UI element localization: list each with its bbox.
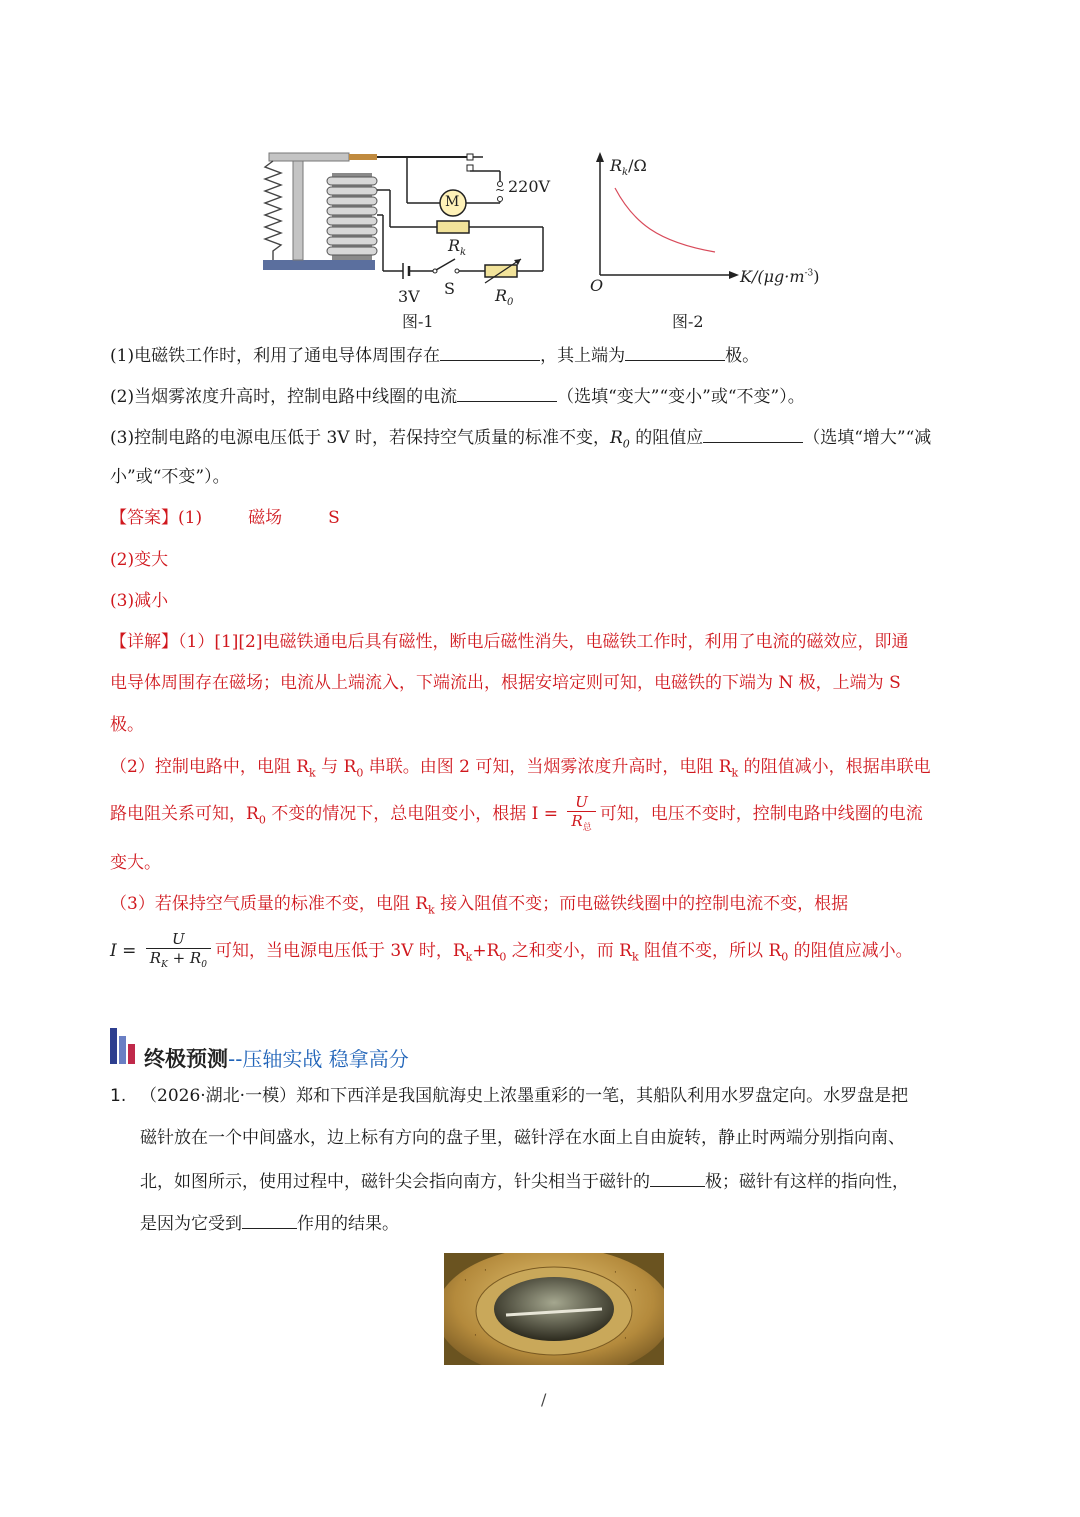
label-rk: $R_k$ bbox=[448, 236, 467, 259]
svg-text:~: ~ bbox=[495, 183, 506, 197]
detail-p3-l2: I = $\frac{U}{R_K + R_0}$ 可知，当电源电压低于 3V 时，$R_k+R_0$ 之和变小，而 $R_k$ 阻值不变，所以 $R_0$ 的阻值应减小。 bbox=[110, 928, 913, 980]
resistor-rk bbox=[437, 221, 469, 233]
detail-p2-l2: 路电阻关系可知，$R_0$ 不变的情况下，总电阻变小，根据 I = $\frac{U}{R_总}$ 可知，电压不变时，控制电路中线圈的电流 bbox=[110, 792, 923, 842]
label-220v: 220V bbox=[508, 177, 551, 196]
question-3-cont: 小”或“不变”）。 bbox=[110, 467, 230, 487]
rk-concentration-graph bbox=[585, 150, 745, 290]
svg-text:·: · bbox=[614, 1268, 617, 1278]
detail-p1-l3: 极。 bbox=[110, 715, 144, 735]
question-1: (1)电磁铁工作时，利用了通电导体周围存在 ，其上端为 极。 bbox=[110, 342, 759, 368]
svg-text:·: · bbox=[624, 1334, 627, 1344]
question-2: (2)当烟雾浓度升高时，控制电路中线圈的电流 （选填“变大”“变小”或“不变”）。 bbox=[110, 383, 805, 409]
answer-blank[interactable] bbox=[457, 383, 557, 402]
problem-1-l3: 北，如图所示，使用过程中，磁针尖会指向南方，针尖相当于磁针的 极；磁针有这样的指向性， bbox=[140, 1168, 909, 1194]
label-3v: 3V bbox=[398, 287, 420, 306]
answer-3: (3)减小 bbox=[110, 591, 169, 611]
problem-1-l4: 是因为它受到 作用的结果。 bbox=[140, 1210, 399, 1236]
svg-text:·: · bbox=[464, 1276, 467, 1286]
detail-p1-l2: 电导体周围存在磁场；电流从上端流入，下端流出，根据安培定则可知，电磁铁的下端为 N 极，上端为 S bbox=[110, 673, 901, 693]
svg-text:·: · bbox=[474, 1331, 477, 1341]
section-bars-icon bbox=[110, 1026, 144, 1066]
page-footer-mark: / bbox=[541, 1390, 547, 1409]
pillar bbox=[293, 157, 303, 260]
label-switch: S bbox=[444, 279, 455, 298]
ohms-law-fraction: $\frac{U}{R_总}$ bbox=[567, 793, 595, 837]
axis-x-label: $K/(\mu g\cdot m^{-3})$ bbox=[740, 267, 820, 286]
svg-text:·: · bbox=[634, 1286, 637, 1296]
axis-y-label: $R_k/\Omega$ bbox=[610, 156, 647, 179]
answer-blank[interactable] bbox=[703, 424, 803, 443]
axis-origin: O bbox=[590, 276, 604, 295]
spring bbox=[265, 161, 281, 260]
problem-1-l1: 1. （2026·湖北·一模）郑和下西洋是我国航海史上浓墨重彩的一笔，其船队利用水罗盘定向。水罗盘是把 bbox=[110, 1086, 909, 1106]
water-compass-photo bbox=[444, 1253, 664, 1365]
rk-curve bbox=[615, 188, 715, 252]
fig2-caption: 图-2 bbox=[672, 312, 704, 331]
answer-blank[interactable] bbox=[650, 1168, 705, 1187]
contact-bar bbox=[349, 154, 377, 160]
answer-2: (2)变大 bbox=[110, 550, 169, 570]
answer-1: 【答案】(1) 磁场 S bbox=[110, 508, 340, 528]
label-r0: $R_0$ bbox=[495, 286, 514, 309]
problem-1-l2: 磁针放在一个中间盛水，边上标有方向的盘子里，磁针浮在水面上自由旋转，静止时两端分别指向南、 bbox=[140, 1128, 905, 1148]
rheostat-r0 bbox=[485, 265, 517, 277]
question-3: (3)控制电路的电源电压低于 3V 时，若保持空气质量的标准不变，$R_0$ 的阻值应 （选填“增大”“减 bbox=[110, 424, 931, 456]
detail-p3-l1: （3）若保持空气质量的标准不变，电阻 $R_k$ 接入阻值不变；而电磁铁线圈中的控制电流不变，根据 bbox=[110, 894, 849, 917]
series-fraction: $\frac{U}{R_K + R_0}$ bbox=[146, 930, 211, 974]
base-plate bbox=[263, 260, 375, 270]
answer-blank[interactable] bbox=[440, 342, 540, 361]
answer-blank[interactable] bbox=[242, 1210, 297, 1229]
label-motor: M bbox=[445, 194, 460, 210]
circuit-diagram bbox=[255, 145, 575, 335]
svg-text:·: · bbox=[484, 1266, 487, 1276]
detail-p2-l1: （2）控制电路中，电阻 $R_k$ 与 $R_0$ 串联。由图 2 可知，当烟雾浓度升高时，电阻 $R_k$ 的阻值减小，根据串联电 bbox=[110, 757, 931, 780]
section-header: 终极预测--压轴实战 稳拿高分 bbox=[144, 1047, 409, 1071]
fig1-caption: 图-1 bbox=[402, 312, 434, 331]
detail-p1-l1: 【详解】（1）[1][2]电磁铁通电后具有磁性，断电后磁性消失，电磁铁工作时，利用了电流的磁效应，即通 bbox=[110, 632, 909, 652]
detail-p2-l3: 变大。 bbox=[110, 853, 161, 873]
armature bbox=[269, 153, 349, 161]
answer-blank[interactable] bbox=[625, 342, 725, 361]
